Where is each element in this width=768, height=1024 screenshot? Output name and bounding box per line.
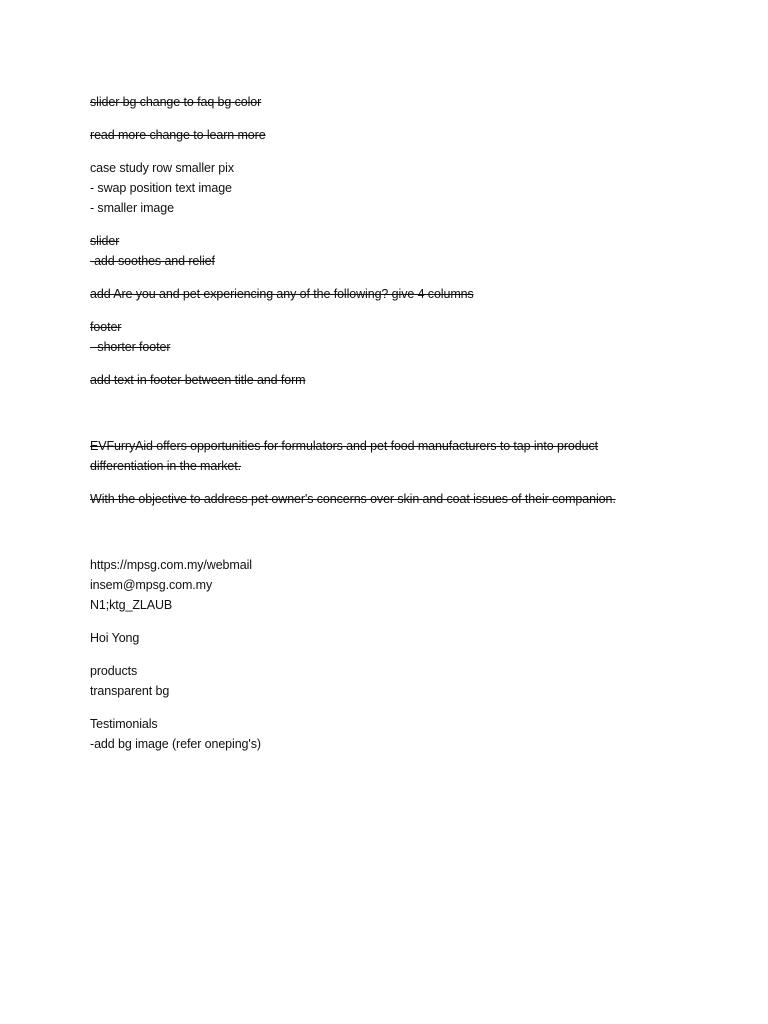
note-line: Hoi Yong bbox=[90, 631, 140, 645]
note-case-study bbox=[90, 158, 690, 218]
note-line: - smaller image bbox=[90, 201, 174, 215]
note-line: - swap position text image bbox=[90, 181, 232, 195]
note-slider-bg bbox=[90, 92, 690, 112]
blank-space bbox=[90, 403, 690, 436]
note-line: - shorter footer bbox=[90, 340, 171, 354]
notes-content bbox=[90, 92, 690, 767]
blank-space bbox=[90, 522, 690, 555]
note-read-more bbox=[90, 125, 690, 145]
note-footer-text bbox=[90, 370, 690, 390]
note-webmail-credentials bbox=[90, 555, 690, 615]
webmail-url: https://mpsg.com.my/webmail bbox=[90, 558, 252, 572]
note-line: With the objective to address pet owner's concerns over skin and coat issues of their companion. bbox=[90, 492, 616, 506]
note-line: -add soothes and relief bbox=[90, 254, 215, 268]
note-line: add Are you and pet experiencing any of the following? give 4 columns bbox=[90, 287, 474, 301]
note-line: transparent bg bbox=[90, 684, 170, 698]
note-line: EVFurryAid offers opportunities for formulators and pet food manufacturers to tap into product bbox=[90, 439, 599, 453]
note-products bbox=[90, 661, 690, 701]
note-line: -add bg image (refer oneping's) bbox=[90, 737, 261, 751]
webmail-email: insem@mpsg.com.my bbox=[90, 578, 213, 592]
note-line: products bbox=[90, 664, 138, 678]
note-line: Testimonials bbox=[90, 717, 158, 731]
note-experiencing-columns bbox=[90, 284, 690, 304]
note-line: differentiation in the market. bbox=[90, 459, 242, 473]
webmail-password: N1;ktg_ZLAUB bbox=[90, 598, 173, 612]
note-objective-copy bbox=[90, 489, 690, 509]
note-line: case study row smaller pix bbox=[90, 161, 234, 175]
note-line: slider bg change to faq bg color bbox=[90, 95, 262, 109]
note-footer bbox=[90, 317, 690, 357]
note-slider bbox=[90, 231, 690, 271]
note-line: add text in footer between title and form bbox=[90, 373, 306, 387]
note-testimonials bbox=[90, 714, 690, 754]
note-line: footer bbox=[90, 320, 122, 334]
note-line: read more change to learn more bbox=[90, 128, 266, 142]
note-evfurryaid-copy bbox=[90, 436, 690, 476]
note-name bbox=[90, 628, 690, 648]
note-line: slider bbox=[90, 234, 120, 248]
